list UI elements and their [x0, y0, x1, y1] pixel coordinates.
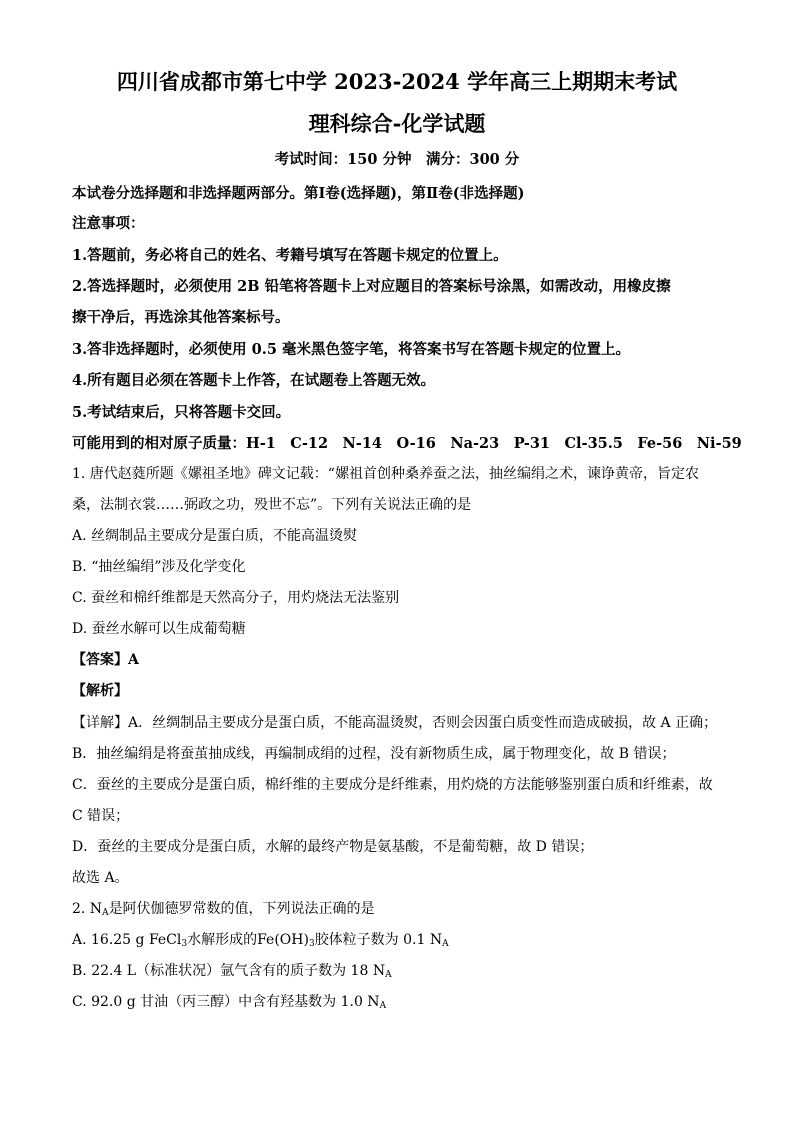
q2-b-text: B. 22.4 L（标准状况）氩气含有的质子数为 18 N	[72, 963, 386, 979]
q2-stem-sub: A	[102, 908, 109, 918]
q1-detail-line-5: D．蚕丝的主要成分是蛋白质，水解的最终产物是氨基酸，不是葡萄糖，故 D 错误；	[72, 839, 594, 855]
q2-stem	[72, 898, 375, 918]
q1-answer: 【答案】A	[72, 652, 139, 668]
exam-info: 考试时间：150 分钟 满分：300 分	[274, 151, 520, 168]
q1-option-d: D. 蚕丝水解可以生成葡萄糖	[72, 621, 246, 637]
q1-option-a: A. 丝绸制品主要成分是蛋白质，不能高温烫熨	[72, 528, 358, 544]
note-item-4: 4.所有题目必须在答题卡上作答，在试题卷上答题无效。	[72, 372, 436, 389]
page-title: 四川省成都市第七中学 2023-2024 学年高三上期期末考试	[116, 69, 678, 94]
note-item-5: 5.考试结束后，只将答题卡交回。	[72, 404, 291, 421]
q1-stem-line-2: 桑，法制衣裳……弼政之功，殁世不忘”。下列有关说法正确的是	[72, 497, 472, 513]
q2-a-text-1: A. 16.25 g FeCl	[72, 932, 182, 948]
q2-a-text-3: 胶体粒子数为 0.1 N	[314, 932, 443, 948]
paper-intro: 本试卷分选择题和非选择题两部分。第Ⅰ卷(选择题)，第Ⅱ卷(非选择题)	[72, 185, 525, 202]
q2-c-text: C. 92.0 g 甘油（丙三醇）中含有羟基数为 1.0 N	[72, 994, 380, 1010]
q1-detail-line-1: 【详解】A．丝绸制品主要成分是蛋白质，不能高温烫熨，否则会因蛋白质变性而造成破损，故 A 正确；	[72, 715, 718, 731]
q1-option-b: B. “抽丝编绢”涉及化学变化	[72, 559, 246, 575]
q2-a-sub-1: 3	[181, 939, 188, 949]
q1-stem-line-1: 1. 唐代赵蕤所题《嫘祖圣地》碑文记载：“嫘祖首创种桑养蚕之法，抽丝编绢之术，谏诤黄帝，旨定农	[72, 466, 699, 482]
q2-stem-rest: 是阿伏伽德罗常数的值，下列说法正确的是	[108, 901, 375, 917]
q2-stem-prefix: 2. N	[72, 901, 103, 917]
q2-a-sub-3: A	[442, 939, 449, 949]
q1-conclusion: 故选 A。	[72, 870, 129, 886]
note-item-2-line-2: 擦干净后，再选涂其他答案标号。	[72, 309, 290, 326]
q2-option-a	[72, 929, 449, 949]
note-item-2-line-1: 2.答选择题时，必须使用 2B 铅笔将答题卡上对应题目的答案标号涂黑，如需改动，用橡皮擦	[72, 278, 671, 295]
q2-b-sub: A	[385, 970, 392, 980]
q1-option-c: C. 蚕丝和棉纤维都是天然高分子，用灼烧法无法鉴别	[72, 590, 400, 606]
page-subtitle: 理科综合-化学试题	[308, 111, 486, 136]
q2-a-sub-2: 3	[308, 939, 315, 949]
atomic-masses: 可能用到的相对原子质量：H-1 C-12 N-14 O-16 Na-23 P-31 Cl-35.5 Fe-56 Ni-59	[72, 435, 742, 452]
q2-option-c	[72, 991, 386, 1011]
q1-detail-line-2: B．抽丝编绢是将蚕茧抽成线，再编制成绢的过程，没有新物质生成，属于物理变化，故 B 错误；	[72, 746, 676, 762]
q1-analysis-label: 【解析】	[72, 683, 128, 699]
q2-option-b	[72, 960, 392, 980]
q1-detail-line-4: C 错误；	[72, 808, 130, 824]
q1-detail-line-3: C．蚕丝的主要成分是蛋白质，棉纤维的主要成分是纤维素，用灼烧的方法能够鉴别蛋白质和纤维素，故	[72, 777, 713, 793]
notes-heading: 注意事项：	[72, 215, 145, 232]
q2-a-text-2: 水解形成的Fe(OH)	[187, 932, 309, 948]
q2-c-sub: A	[379, 1001, 387, 1011]
note-item-1: 1.答题前，务必将自己的姓名、考籍号填写在答题卡规定的位置上。	[72, 247, 508, 264]
note-item-3: 3.答非选择题时，必须使用 0.5 毫米黑色签字笔，将答案书写在答题卡规定的位置上。	[72, 341, 630, 358]
